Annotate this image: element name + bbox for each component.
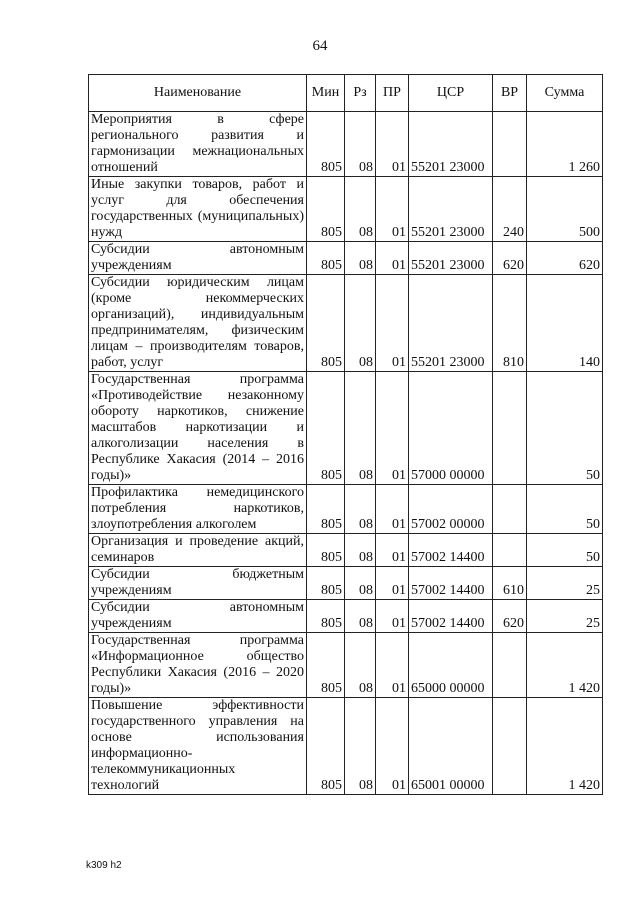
cell-min: 805 xyxy=(307,600,345,633)
cell-name: Организация и проведение акций, семинаров xyxy=(89,534,307,567)
cell-rz: 08 xyxy=(345,372,376,485)
header-vr: ВР xyxy=(493,75,527,112)
cell-min: 805 xyxy=(307,275,345,372)
cell-pr: 01 xyxy=(376,242,409,275)
cell-name: Субсидии бюджетным учреждениям xyxy=(89,567,307,600)
cell-rz: 08 xyxy=(345,177,376,242)
header-rz: Рз xyxy=(345,75,376,112)
cell-name: Иные закупки товаров, работ и услуг для обеспечения государственных (муниципальных) нужд xyxy=(89,177,307,242)
cell-sum: 1 420 xyxy=(527,698,603,795)
cell-vr xyxy=(493,112,527,177)
cell-name: Повышение эффективности государственного управления на основе использования информационно-телекоммуникационных технологий xyxy=(89,698,307,795)
cell-pr: 01 xyxy=(376,275,409,372)
cell-pr: 01 xyxy=(376,112,409,177)
cell-vr xyxy=(493,633,527,698)
header-name: Наименование xyxy=(89,75,307,112)
cell-vr xyxy=(493,372,527,485)
header-min: Мин xyxy=(307,75,345,112)
cell-vr xyxy=(493,485,527,534)
header-sum: Сумма xyxy=(527,75,603,112)
budget-table xyxy=(88,74,603,795)
cell-pr: 01 xyxy=(376,567,409,600)
cell-csr: 55201 23000 xyxy=(409,112,493,177)
table-row xyxy=(89,534,603,567)
cell-vr xyxy=(493,534,527,567)
cell-vr: 620 xyxy=(493,242,527,275)
cell-sum: 25 xyxy=(527,567,603,600)
page-number: 64 xyxy=(312,38,328,54)
cell-csr: 55201 23000 xyxy=(409,177,493,242)
table-row xyxy=(89,275,603,372)
cell-pr: 01 xyxy=(376,698,409,795)
cell-csr: 57002 00000 xyxy=(409,485,493,534)
cell-pr: 01 xyxy=(376,600,409,633)
cell-pr: 01 xyxy=(376,485,409,534)
cell-min: 805 xyxy=(307,534,345,567)
cell-rz: 08 xyxy=(345,633,376,698)
cell-csr: 57002 14400 xyxy=(409,600,493,633)
cell-pr: 01 xyxy=(376,633,409,698)
cell-name: Профилактика немедицинского потребления наркотиков, злоупотребления алкоголем xyxy=(89,485,307,534)
cell-vr: 810 xyxy=(493,275,527,372)
cell-name: Государственная программа «Информационное общество Республики Хакасия (2016 – 2020 годы)» xyxy=(89,633,307,698)
table-row xyxy=(89,485,603,534)
cell-name: Субсидии юридическим лицам (кроме некоммерческих организаций), индивидуальным предпринимателям, физическим лицам – производителям товаров, работ, услуг xyxy=(89,275,307,372)
cell-name: Субсидии автономным учреждениям xyxy=(89,600,307,633)
footer-code: k309 h2 xyxy=(86,860,122,871)
table-row xyxy=(89,372,603,485)
cell-rz: 08 xyxy=(345,275,376,372)
cell-sum: 1 420 xyxy=(527,633,603,698)
cell-min: 805 xyxy=(307,698,345,795)
table-header-row xyxy=(89,75,603,112)
cell-rz: 08 xyxy=(345,534,376,567)
cell-min: 805 xyxy=(307,633,345,698)
cell-vr: 610 xyxy=(493,567,527,600)
cell-sum: 620 xyxy=(527,242,603,275)
cell-vr xyxy=(493,698,527,795)
table-row xyxy=(89,698,603,795)
cell-min: 805 xyxy=(307,372,345,485)
cell-csr: 55201 23000 xyxy=(409,275,493,372)
cell-sum: 1 260 xyxy=(527,112,603,177)
cell-csr: 55201 23000 xyxy=(409,242,493,275)
cell-name: Мероприятия в сфере регионального развития и гармонизации межнациональных отношений xyxy=(89,112,307,177)
table-row xyxy=(89,112,603,177)
cell-sum: 50 xyxy=(527,485,603,534)
cell-sum: 25 xyxy=(527,600,603,633)
cell-vr: 620 xyxy=(493,600,527,633)
cell-pr: 01 xyxy=(376,372,409,485)
cell-min: 805 xyxy=(307,112,345,177)
cell-pr: 01 xyxy=(376,177,409,242)
cell-csr: 57002 14400 xyxy=(409,567,493,600)
cell-rz: 08 xyxy=(345,698,376,795)
table-row xyxy=(89,242,603,275)
cell-sum: 500 xyxy=(527,177,603,242)
cell-rz: 08 xyxy=(345,485,376,534)
cell-csr: 57000 00000 xyxy=(409,372,493,485)
cell-min: 805 xyxy=(307,177,345,242)
cell-sum: 50 xyxy=(527,534,603,567)
cell-name: Субсидии автономным учреждениям xyxy=(89,242,307,275)
cell-min: 805 xyxy=(307,567,345,600)
cell-rz: 08 xyxy=(345,567,376,600)
cell-min: 805 xyxy=(307,485,345,534)
table-row xyxy=(89,177,603,242)
table-row xyxy=(89,633,603,698)
cell-sum: 50 xyxy=(527,372,603,485)
cell-min: 805 xyxy=(307,242,345,275)
table-row xyxy=(89,600,603,633)
header-csr: ЦСР xyxy=(409,75,493,112)
cell-pr: 01 xyxy=(376,534,409,567)
cell-name: Государственная программа «Противодействие незаконному обороту наркотиков, снижение масштабов наркотизации и алкоголизации населения в Республике Хакасия (2014 – 2016 годы)» xyxy=(89,372,307,485)
cell-csr: 65001 00000 xyxy=(409,698,493,795)
cell-vr: 240 xyxy=(493,177,527,242)
header-pr: ПР xyxy=(376,75,409,112)
cell-csr: 65000 00000 xyxy=(409,633,493,698)
table-row xyxy=(89,567,603,600)
cell-rz: 08 xyxy=(345,112,376,177)
cell-sum: 140 xyxy=(527,275,603,372)
cell-rz: 08 xyxy=(345,600,376,633)
cell-rz: 08 xyxy=(345,242,376,275)
cell-csr: 57002 14400 xyxy=(409,534,493,567)
